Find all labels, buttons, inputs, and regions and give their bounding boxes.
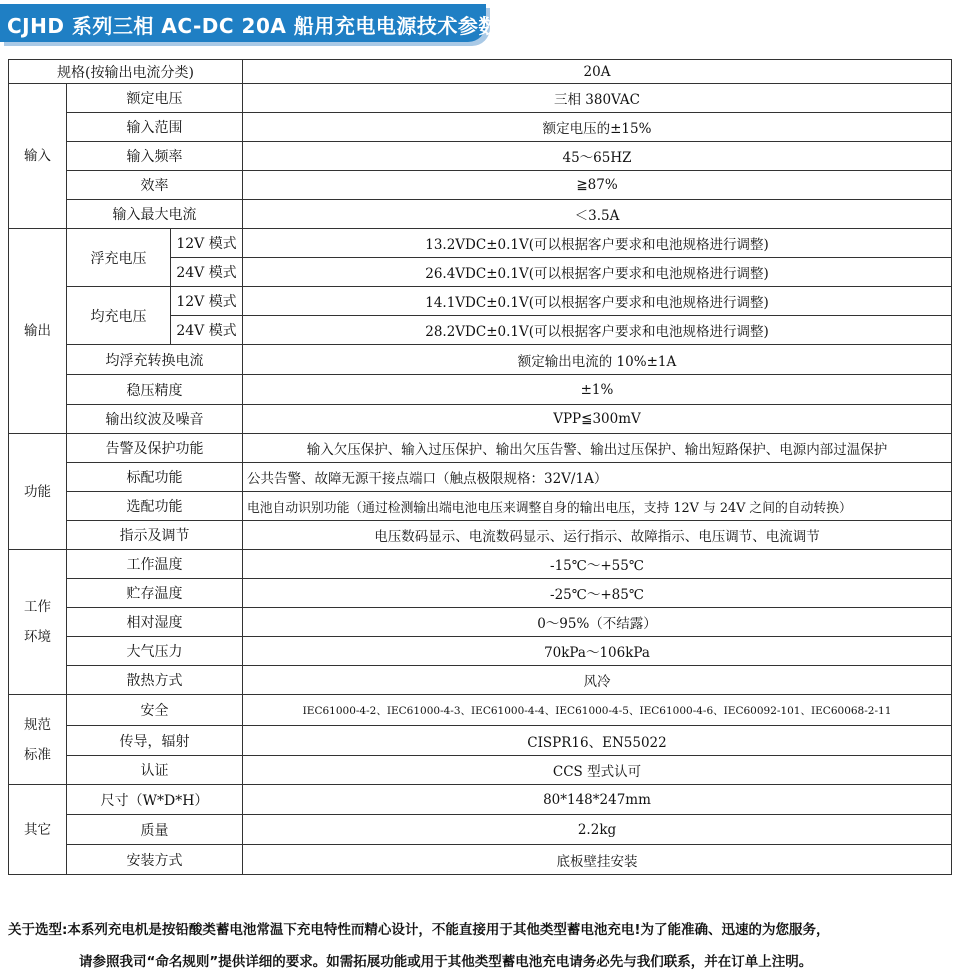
row-value: 额定电压的±15% bbox=[243, 113, 952, 142]
row-value: 三相 380VAC bbox=[243, 84, 952, 113]
table-row bbox=[9, 60, 952, 84]
row-value: 电压数码显示、电流数码显示、运行指示、故障指示、电压调节、电流调节 bbox=[243, 521, 952, 550]
row-label: 效率 bbox=[67, 171, 243, 200]
table-row bbox=[9, 345, 952, 375]
row-value: CCS 型式认可 bbox=[243, 756, 952, 785]
table-row bbox=[9, 84, 952, 113]
row-value: 2.2kg bbox=[243, 815, 952, 845]
spec-table bbox=[8, 59, 952, 875]
table-row bbox=[9, 637, 952, 666]
row-value: 电池自动识别功能（通过检测输出端电池电压来调整自身的输出电压，支持 12V 与 24V 之间的自动转换） bbox=[243, 492, 952, 521]
row-value: 13.2VDC±0.1V(可以根据客户要求和电池规格进行调整) bbox=[243, 229, 952, 258]
table-row bbox=[9, 845, 952, 875]
row-label: 安全 bbox=[67, 695, 243, 726]
category-other: 其它 bbox=[9, 785, 67, 875]
float-voltage-label: 浮充电压 bbox=[67, 229, 171, 287]
table-row bbox=[9, 142, 952, 171]
row-value: 0～95%（不结露） bbox=[243, 608, 952, 637]
table-row bbox=[9, 229, 952, 258]
table-row bbox=[9, 726, 952, 756]
category-function: 功能 bbox=[9, 434, 67, 550]
category-line: 工作 bbox=[24, 599, 51, 615]
row-value: 70kPa～106kPa bbox=[243, 637, 952, 666]
table-row bbox=[9, 550, 952, 579]
row-value: -25℃～+85℃ bbox=[243, 579, 952, 608]
row-label: 安装方式 bbox=[67, 845, 243, 875]
category-output: 输出 bbox=[9, 229, 67, 434]
row-value: VPP≦300mV bbox=[243, 405, 952, 434]
row-label: 认证 bbox=[67, 756, 243, 785]
selection-note-line2: 请参照我司“命名规则”提供详细的要求。如需拓展功能或用于其他类型蓄电池充电请务必先与我们联系，并在订单上注明。 bbox=[79, 954, 813, 970]
table-row bbox=[9, 434, 952, 463]
table-row bbox=[9, 287, 952, 316]
row-value: 26.4VDC±0.1V(可以根据客户要求和电池规格进行调整) bbox=[243, 258, 952, 287]
row-label: 均浮充转换电流 bbox=[67, 345, 243, 375]
page-title: CJHD 系列三相 AC-DC 20A 船用充电电源技术参数 bbox=[7, 14, 499, 38]
table-row bbox=[9, 579, 952, 608]
row-value: 80*148*247mm bbox=[243, 785, 952, 815]
category-line: 环境 bbox=[24, 629, 51, 645]
table-row bbox=[9, 463, 952, 492]
row-label: 标配功能 bbox=[67, 463, 243, 492]
row-label: 质量 bbox=[67, 815, 243, 845]
spec-value: 20A bbox=[243, 60, 952, 84]
category-input: 输入 bbox=[9, 84, 67, 229]
category-line: 标准 bbox=[24, 746, 51, 763]
table-row bbox=[9, 492, 952, 521]
row-label: 尺寸（W*D*H） bbox=[67, 785, 243, 815]
row-label: 稳压精度 bbox=[67, 375, 243, 405]
row-label: 输入最大电流 bbox=[67, 200, 243, 229]
table-row bbox=[9, 815, 952, 845]
row-label: 贮存温度 bbox=[67, 579, 243, 608]
mode-label: 12V 模式 bbox=[171, 287, 243, 316]
table-row bbox=[9, 666, 952, 695]
table-row bbox=[9, 405, 952, 434]
mode-label: 24V 模式 bbox=[171, 316, 243, 345]
row-value: -15℃～+55℃ bbox=[243, 550, 952, 579]
mode-label: 12V 模式 bbox=[171, 229, 243, 258]
mode-label: 24V 模式 bbox=[171, 258, 243, 287]
row-value: IEC61000-4-2、IEC61000-4-3、IEC61000-4-4、IEC61000-4-5、IEC61000-4-6、IEC60092-101、IEC60068-2-11 bbox=[243, 695, 952, 726]
row-label: 工作温度 bbox=[67, 550, 243, 579]
row-value: CISPR16、EN55022 bbox=[243, 726, 952, 756]
row-value: 风冷 bbox=[243, 666, 952, 695]
row-value: 输入欠压保护、输入过压保护、输出欠压告警、输出过压保护、输出短路保护、电源内部过温保护 bbox=[243, 434, 952, 463]
table-row bbox=[9, 200, 952, 229]
category-line: 规范 bbox=[24, 716, 51, 733]
table-row bbox=[9, 695, 952, 726]
table-row bbox=[9, 785, 952, 815]
row-value: ±1% bbox=[243, 375, 952, 405]
row-value: ＜3.5A bbox=[243, 200, 952, 229]
row-value: 公共告警、故障无源干接点端口（触点极限规格：32V/1A） bbox=[243, 463, 952, 492]
row-label: 散热方式 bbox=[67, 666, 243, 695]
table-row bbox=[9, 608, 952, 637]
row-label: 指示及调节 bbox=[67, 521, 243, 550]
selection-note-line1: 关于选型:本系列充电机是按铅酸类蓄电池常温下充电特性而精心设计，不能直接用于其他类型蓄电池充电!为了能准确、迅速的为您服务， bbox=[8, 922, 830, 938]
row-label: 输入范围 bbox=[67, 113, 243, 142]
row-value: 14.1VDC±0.1V(可以根据客户要求和电池规格进行调整) bbox=[243, 287, 952, 316]
spec-label: 规格(按输出电流分类) bbox=[9, 60, 243, 84]
table-row bbox=[9, 756, 952, 785]
row-label: 输出纹波及噪音 bbox=[67, 405, 243, 434]
table-row bbox=[9, 375, 952, 405]
row-label: 告警及保护功能 bbox=[67, 434, 243, 463]
row-label: 传导，辐射 bbox=[67, 726, 243, 756]
row-label: 输入频率 bbox=[67, 142, 243, 171]
category-environment bbox=[9, 550, 67, 695]
row-label: 大气压力 bbox=[67, 637, 243, 666]
category-standards bbox=[9, 695, 67, 785]
row-label: 额定电压 bbox=[67, 84, 243, 113]
equal-voltage-label: 均充电压 bbox=[67, 287, 171, 345]
table-row bbox=[9, 113, 952, 142]
row-value: ≧87% bbox=[243, 171, 952, 200]
table-row bbox=[9, 521, 952, 550]
row-label: 相对湿度 bbox=[67, 608, 243, 637]
row-label: 选配功能 bbox=[67, 492, 243, 521]
row-value: 28.2VDC±0.1V(可以根据客户要求和电池规格进行调整) bbox=[243, 316, 952, 345]
row-value: 底板壁挂安装 bbox=[243, 845, 952, 875]
title-banner bbox=[0, 4, 499, 42]
row-value: 45～65HZ bbox=[243, 142, 952, 171]
table-row bbox=[9, 171, 952, 200]
row-value: 额定输出电流的 10%±1A bbox=[243, 345, 952, 375]
